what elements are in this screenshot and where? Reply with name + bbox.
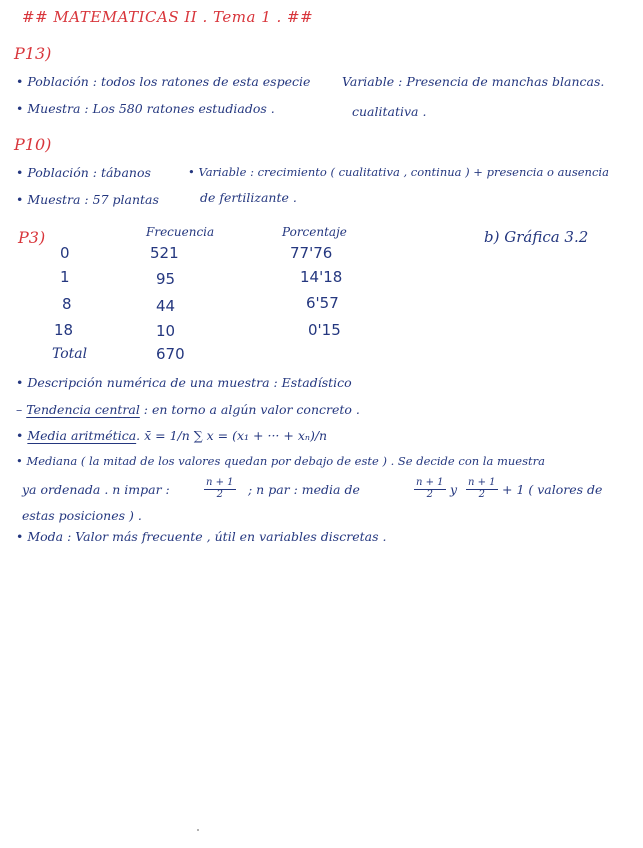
table-pct: 77'76 [290,244,333,262]
note-media: • Media aritmética. x̄ = 1/n ∑ x = (x₁ + ··· + xₙ)/n [16,428,328,443]
table-pct: 0'15 [308,321,341,339]
table-pct: 14'18 [300,268,343,286]
p10-variable: • Variable : crecimiento ( cualitativa , continua ) + presencia o ausencia [188,165,609,179]
note-descripcion: • Descripción numérica de una muestra : Estadístico [16,375,352,390]
table-total-label: Total [52,346,88,362]
p13-variable-type: cualitativa . [352,104,427,119]
table-cat: 18 [54,321,74,339]
col-header-porcentaje: Porcentaje [282,225,347,239]
note-mediana-line2d: + 1 ( valores de [502,482,603,497]
table-pct: 6'57 [306,294,339,312]
note-moda: • Moda : Valor más frecuente , útil en variables discretas . [16,529,387,544]
col-header-frecuencia: Frecuencia [146,225,215,239]
problem-label-p10: P10) [14,135,52,154]
table-freq: 95 [156,270,176,288]
fraction-n-plus-1-over-2: $\frac{n + 1}{2}$ [416,477,444,500]
p10-muestra-cont: de fertilizante . [200,190,297,205]
table-cat: 1 [60,268,70,286]
p3-note-grafica: b) Gráfica 3.2 [484,228,589,246]
fraction-n-plus-1-over-2: $\frac{n + 1}{2}$ [468,477,496,500]
page-title: ## MATEMATICAS II . Tema 1 . ## [22,8,314,26]
note-mediana-line3: estas posiciones ) . [22,508,142,523]
note-mediana-line1: • Mediana ( la mitad de los valores quedan por debajo de este ) . Se decide con la muestra [16,454,545,468]
note-mediana-line2c: y [450,482,458,497]
note-mediana-line2b: ; n par : media de [248,482,360,497]
tendencia-rest: : en torno a algún valor concreto . [139,402,360,417]
table-cat: 8 [62,295,72,313]
table-freq: 10 [156,322,176,340]
note-mediana-line2a: ya ordenada . n impar : [22,482,170,497]
table-freq: 44 [156,297,176,315]
p10-poblacion: • Población : tábanos [16,165,151,180]
table-total-freq: 670 [156,345,185,363]
media-label: Media aritmética [27,428,137,443]
p13-poblacion: • Población : todos los ratones de esta especie [16,74,311,89]
table-freq: 521 [150,244,179,262]
p13-muestra: • Muestra : Los 580 ratones estudiados . [16,101,275,116]
table-cat: 0 [60,244,70,262]
p13-variable: Variable : Presencia de manchas blancas. [342,74,605,89]
problem-label-p3: P3) [18,228,46,247]
paper-speck [197,829,199,831]
tendencia-label: Tendencia central [26,402,140,417]
p10-muestra: • Muestra : 57 plantas [16,192,159,207]
fraction-n-plus-1-over-2: $\frac{n + 1}{2}$ [206,477,234,500]
media-formula: . x̄ = 1/n ∑ x = (x₁ + ··· + xₙ)/n [136,428,328,443]
problem-label-p13: P13) [14,44,52,63]
note-tendencia: – Tendencia central : en torno a algún valor concreto . [16,402,360,417]
